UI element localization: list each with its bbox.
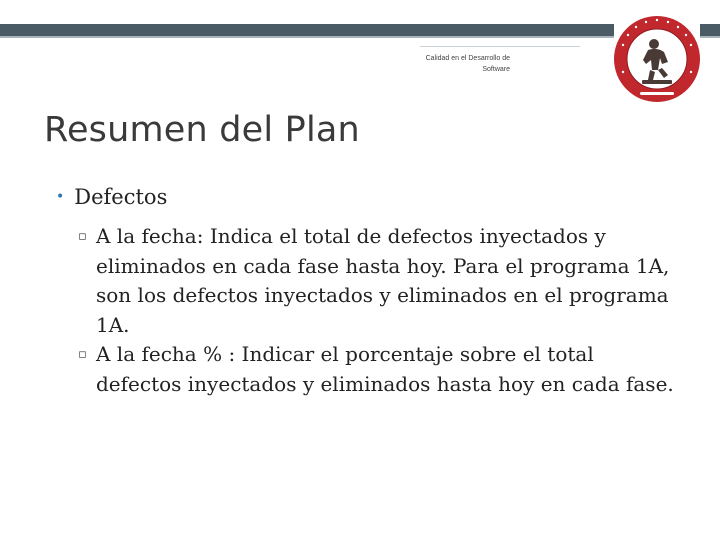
bullet-label: Defectos bbox=[74, 185, 168, 209]
sub-bullet-item bbox=[78, 222, 678, 340]
sub-bullet-list bbox=[78, 222, 678, 399]
square-bullet-icon: ▫ bbox=[78, 229, 87, 244]
sub-bullet-text: A la fecha: Indica el total de defectos inyectados y eliminados en cada fase hasta hoy. Para el programa 1A, son los defectos inyectados y eliminados en el programa 1A. bbox=[96, 224, 670, 337]
top-band-left-accent bbox=[0, 36, 614, 38]
bullet-dot-icon: • bbox=[56, 189, 65, 205]
top-band-left bbox=[0, 24, 614, 36]
top-band-right bbox=[700, 24, 720, 36]
sub-bullet-item bbox=[78, 340, 678, 399]
bullet-defectos bbox=[56, 185, 167, 209]
square-bullet-icon: ▫ bbox=[78, 347, 87, 362]
top-band-right-accent bbox=[700, 36, 720, 38]
header-rule bbox=[420, 46, 580, 47]
slide-title: Resumen del Plan bbox=[44, 110, 360, 150]
sub-bullet-text: A la fecha % : Indicar el porcentaje sobre el total defectos inyectados y eliminados hasta hoy en cada fase. bbox=[96, 342, 674, 396]
university-seal-logo bbox=[612, 14, 702, 104]
course-note: Calidad en el Desarrollo de Software bbox=[425, 55, 510, 73]
